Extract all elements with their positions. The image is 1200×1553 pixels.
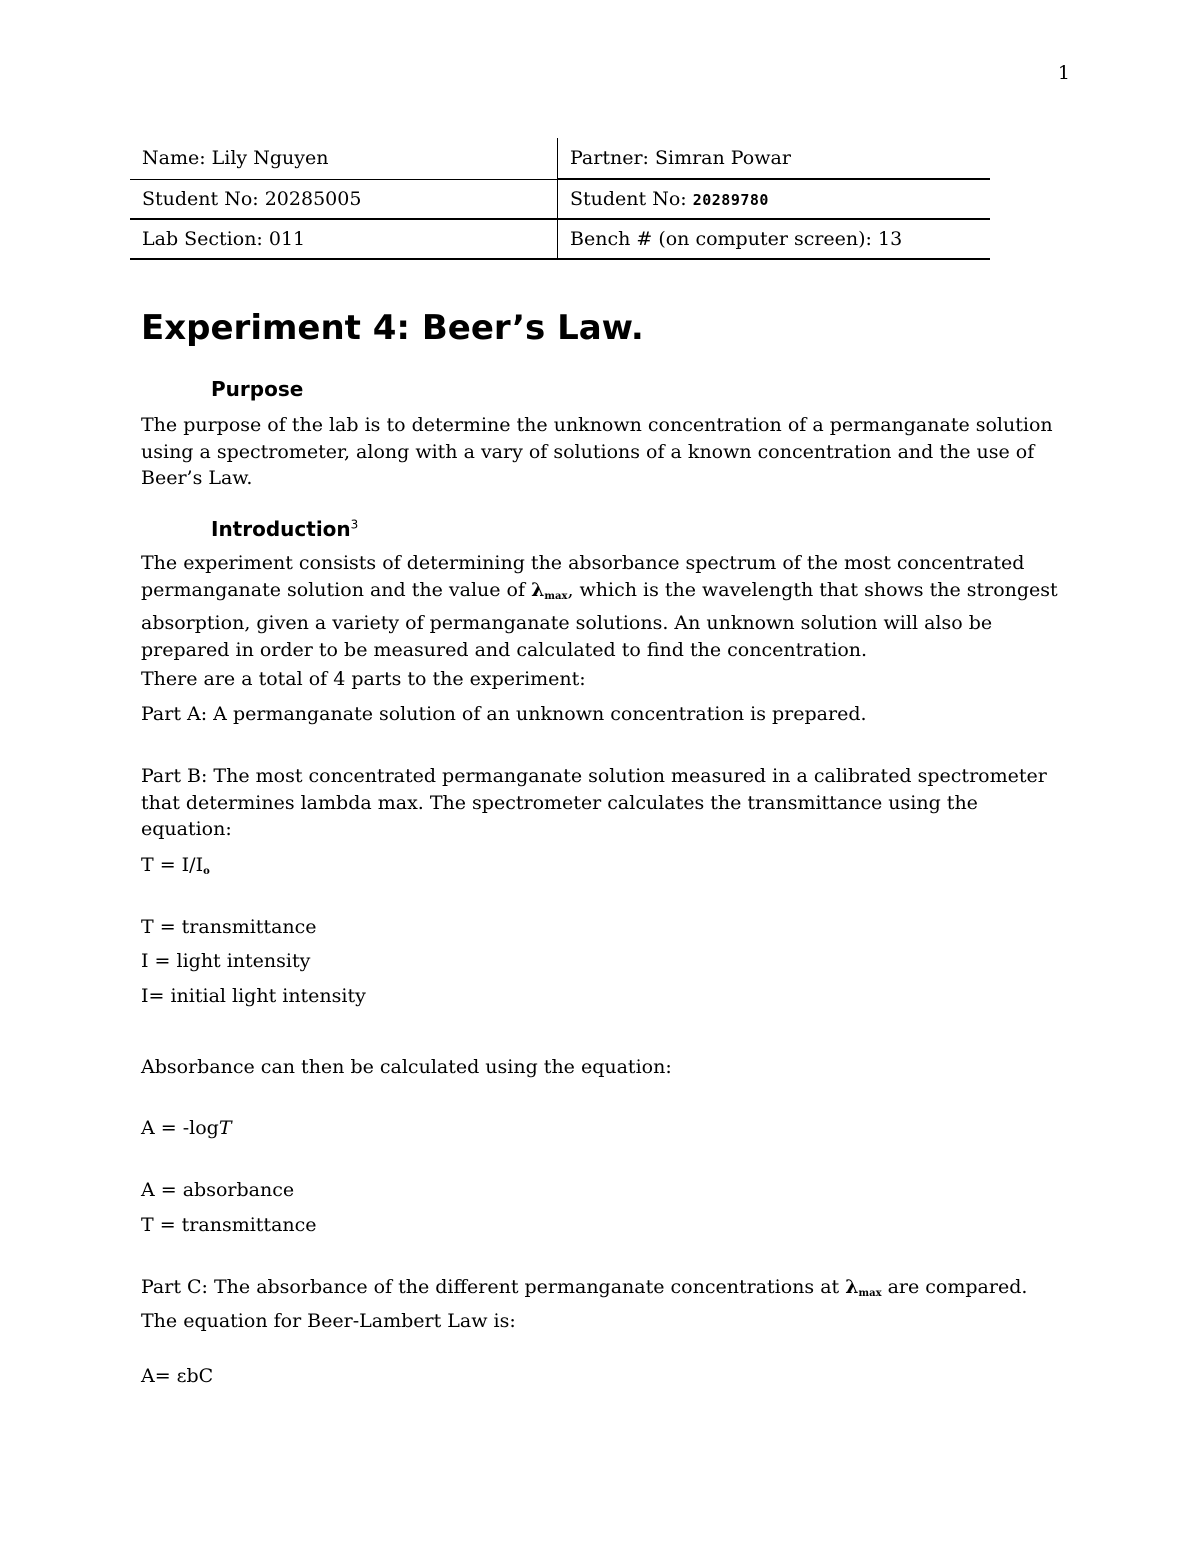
page-title: Experiment 4: Beer’s Law. [141,308,644,348]
lambda-symbol: λ [531,578,545,601]
definition-t: T = transmittance [141,916,317,938]
transmittance-equation-main: T = I/I [141,854,204,876]
part-c-text-after: are compared. The equation for Beer-Lambert Law is: [141,1276,1028,1332]
lab-section-cell: Lab Section: 011 [130,219,558,259]
table-row [130,138,990,179]
introduction-paragraph [141,550,1061,663]
part-a-text: Part A: A permanganate solution of an unknown concentration is prepared. [141,703,867,725]
student-info-table [130,138,990,260]
name-cell: Name: Lily Nguyen [130,138,558,179]
lambda-symbol-2: λ [845,1276,859,1298]
table-row [130,179,990,219]
table-row [130,219,990,259]
bench-cell: Bench # (on computer screen): 13 [558,219,991,259]
transmittance-equation [141,852,1061,886]
absorbance-intro: Absorbance can then be calculated using the equation: [141,1056,672,1078]
partner-student-no-value: 20289780 [692,191,769,209]
citation-superscript: 3 [350,517,359,532]
part-c-text-before: Part C: The absorbance of the different permanganate concentrations at [141,1276,846,1298]
transmittance-equation-subscript: o [203,866,210,877]
partner-student-no-cell [558,179,991,219]
purpose-heading: Purpose [211,377,304,401]
absorbance-equation [141,1115,1061,1142]
introduction-heading-text: Introduction [211,517,351,541]
part-c-text [141,1274,1061,1334]
student-no-cell: Student No: 20285005 [130,179,558,219]
part-b-text: Part B: The most concentrated permanganate solution measured in a calibrated spectrometer that determines lambda max. The spectrometer calculates the transmittance using the equation: [141,765,1047,840]
partner-student-no-label: Student No: [570,188,693,210]
definition-t-2: T = transmittance [141,1214,317,1236]
parts-intro: There are a total of 4 parts to the experiment: [141,668,586,690]
partner-cell: Partner: Simran Powar [558,138,991,179]
intro-text-part2: , which is the wavelength that shows the strongest absorption, given a variety of permanganate solutions. An unknown solution will also be prepared in order to be measured and calculated to find the concentration. [141,578,1058,661]
absorbance-equation-main: A = -log [141,1117,219,1139]
definition-i0: I= initial light intensity [141,985,366,1007]
definition-a: A = absorbance [141,1179,295,1201]
definition-i: I = light intensity [141,950,311,972]
absorbance-equation-variable: T [218,1117,232,1139]
lambda-max-subscript: max [544,590,568,602]
page-number: 1 [1057,62,1070,84]
purpose-paragraph: The purpose of the lab is to determine the unknown concentration of a permanganate solution using a spectrometer, along with a vary of solutions of a known concentration and the use of Beer’s Law. [141,414,1053,489]
lambda-max-subscript-2: max [858,1288,882,1299]
intro-text-part1: The experiment consists of determining the absorbance spectrum of the most concentrated permanganate solution and the value of [141,552,1025,601]
beer-lambert-equation: A= εbC [141,1365,214,1387]
introduction-heading [211,517,358,541]
